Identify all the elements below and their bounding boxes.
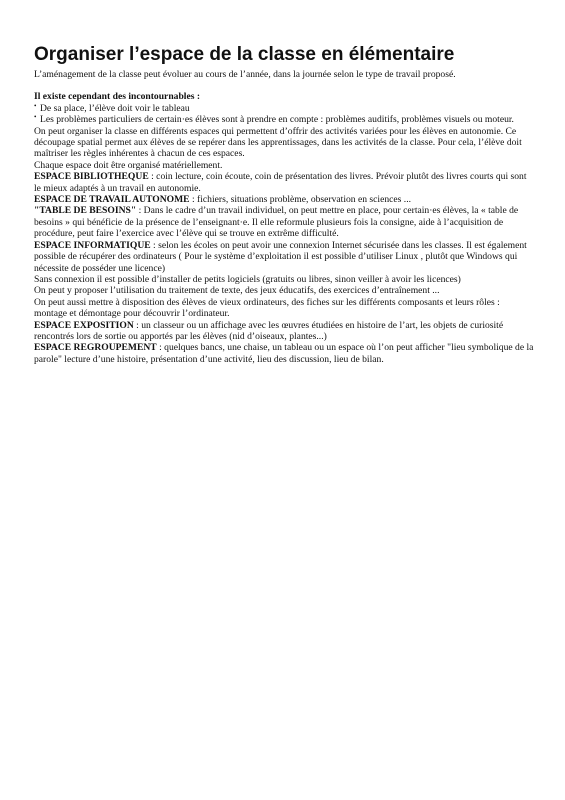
espace-label: ESPACE EXPOSITION [34, 319, 134, 331]
espace-regroupement [34, 342, 534, 365]
bullet-icon: • [34, 113, 37, 122]
espace-text: : fichiers, situations problème, observation en sciences ... [189, 194, 411, 206]
espace-bibliotheque [34, 171, 534, 194]
espace-label: ESPACE REGROUPEMENT [34, 342, 157, 354]
subheading: Il existe cependant des incontournables : [34, 91, 201, 103]
page-title: Organiser l’espace de la classe en élémentaire [34, 44, 455, 65]
espace-text: : coin lecture, coin écoute, coin de présentation des livres. Prévoir plutôt des livres courts qui sont le mieux adaptés à un travail en autonomie. [34, 171, 527, 194]
espace-label: ESPACE DE TRAVAIL AUTONOME [34, 194, 190, 206]
espace-label: ESPACE INFORMATIQUE [34, 239, 151, 251]
materiel-paragraph: Chaque espace doit être organisé matériellement. [34, 159, 223, 171]
traitement-paragraph: On peut y proposer l’utilisation du traitement de texte, des jeux éducatifs, des exercices d’entraînement ... [34, 285, 440, 297]
bullet-item: • Les problèmes particuliers de certain·es élèves sont à prendre en compte : problèmes auditifs, problèmes visuels ou moteur. [34, 113, 514, 126]
espace-text: : quelques bancs, une chaise, un tableau ou un espace où l’on peut afficher "lieu symbolique de la parole" lecture d’une histoire, présentation d’une activité, lieu des discussion, lieu de bilan. [34, 342, 534, 365]
intro-paragraph: L’aménagement de la classe peut évoluer au cours de l’année, dans la journée selon le type de travail proposé. [34, 69, 456, 80]
bullet-icon: • [34, 101, 37, 110]
espace-text: : Dans le cadre d’un travail individuel, on peut mettre en place, pour certain·es élèves, la « table de besoins » qui bénéficie de la présence de l’enseignant·e. Il elle reformule plusieurs fois la consigne, aide à l’acquisition de procédure, peut faire l’exercice avec l’élève qui se trouve en extrême difficulté. [34, 205, 519, 240]
espace-informatique [34, 240, 534, 274]
table-de-besoins [34, 205, 534, 239]
bullet-item: • De sa place, l’élève doit voir le tableau [34, 101, 190, 114]
espace-label: "TABLE DE BESOINS" [34, 205, 137, 217]
espace-text: : selon les écoles on peut avoir une connexion Internet sécurisée dans les classes. Il est également possible de récupérer des ordinateurs ( Pour le système d’exploitation il est possible d’utiliser Linux , plutôt que Windows qui nécessite de posséder une licence) [34, 239, 527, 274]
espace-travail-autonome [34, 194, 534, 205]
espace-label: ESPACE BIBLIOTHEQUE [34, 171, 149, 183]
espace-text: : un classeur ou un affichage avec les œuvres étudiées en histoire de l’art, les objets de curiosité rencontrés lors de sortie ou apportés par les élèves (nid d’oiseaux, plantes...) [34, 319, 504, 342]
espace-exposition [34, 320, 534, 343]
sans-connexion-paragraph: Sans connexion il est possible d’installer de petits logiciels (gratuits ou libres, sinon veiller à avoir les licences) [34, 273, 461, 285]
document-page [34, 44, 534, 365]
disposition-paragraph: On peut aussi mettre à disposition des élèves de vieux ordinateurs, des fiches sur les différents composants et leurs rôles : montage et démontage pour découvrir l’ordinateur. [34, 296, 500, 320]
organisation-paragraph: On peut organiser la classe en différents espaces qui permettent d’offrir des activités variées pour les élèves en autonomie. Ce découpage spatial permet aux élèves de se repérer dans les apprentissages, dans les activités de la classe. Pour cela, l’élève doit maîtriser les règles inhérentes à chacun de ces espaces. [34, 125, 522, 160]
